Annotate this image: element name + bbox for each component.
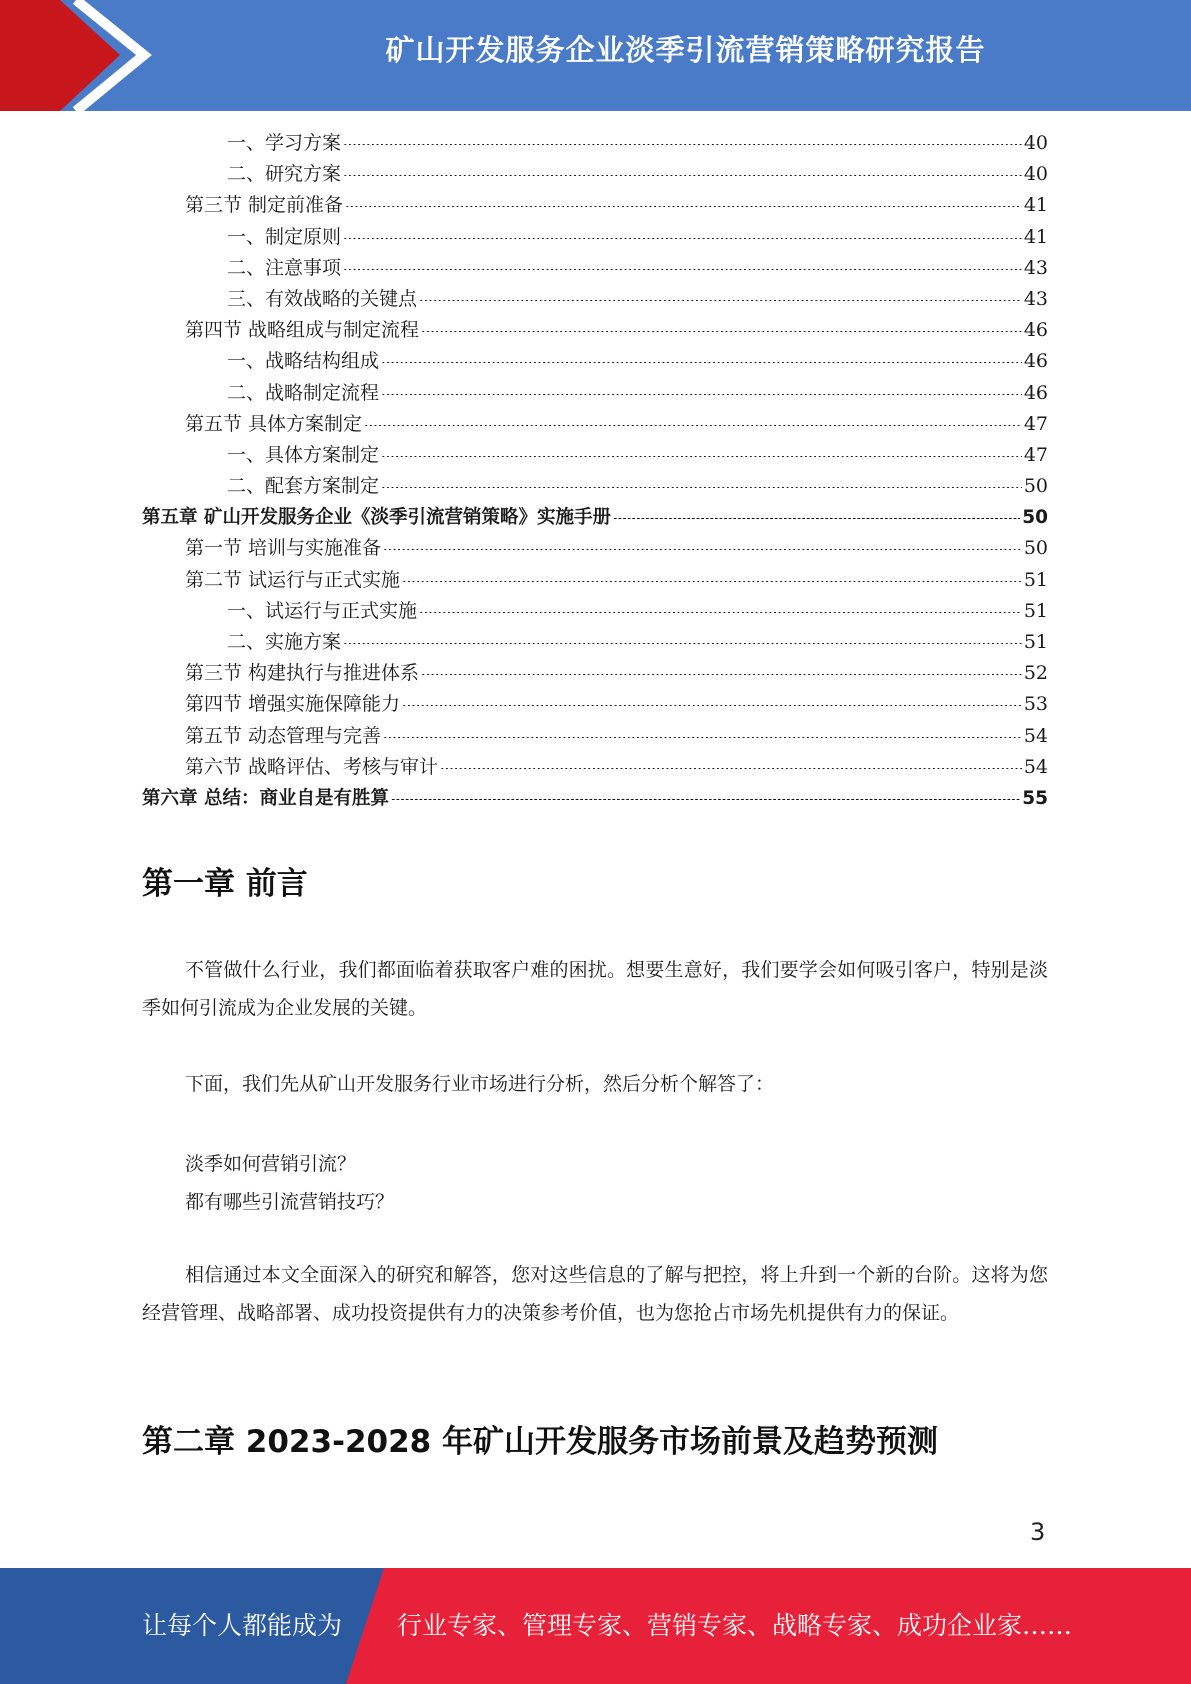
chapter1-question-1: 淡季如何营销引流？ [185, 1153, 357, 1175]
toc-leader-dots [402, 581, 1022, 582]
toc-entry-label: 第二节 试运行与正式实施 [185, 568, 401, 591]
toc-leader-dots [440, 768, 1022, 769]
toc-entry[interactable] [142, 222, 1048, 253]
toc-leader-dots [421, 331, 1022, 332]
toc-entry-page: 53 [1023, 693, 1048, 716]
toc-entry-label: 三、有效战略的关键点 [227, 287, 418, 310]
toc-entry-label: 一、战略结构组成 [227, 350, 380, 373]
toc-entry-label: 二、研究方案 [227, 163, 342, 186]
toc-entry[interactable] [142, 409, 1048, 440]
footer-slogan-right: 行业专家、管理专家、营销专家、战略专家、成功企业家…… [397, 1611, 1073, 1640]
toc-entry-page: 55 [1022, 787, 1048, 809]
toc-leader-dots [381, 362, 1022, 363]
toc-entry-label: 二、战略制定流程 [227, 381, 380, 404]
toc-entry[interactable] [142, 533, 1048, 564]
page-number: 3 [1030, 1518, 1046, 1546]
toc-entry[interactable] [142, 565, 1048, 596]
toc-entry[interactable] [142, 190, 1048, 221]
toc-leader-dots [419, 300, 1022, 301]
toc-leader-dots [343, 643, 1022, 644]
toc-entry-label: 第一节 培训与实施准备 [185, 537, 382, 560]
page-footer [0, 1568, 1191, 1684]
toc-entry-page: 50 [1022, 507, 1048, 529]
toc-entry-page: 51 [1023, 568, 1048, 591]
toc-leader-dots [613, 518, 1020, 519]
toc-entry-page: 40 [1023, 163, 1048, 186]
toc-entry-page: 43 [1023, 287, 1048, 310]
toc-entry-page: 46 [1023, 381, 1048, 404]
toc-entry-page: 52 [1023, 662, 1048, 685]
chapter1-question-2: 都有哪些引流营销技巧？ [185, 1191, 395, 1213]
toc-leader-dots [381, 456, 1022, 457]
toc-leader-dots [383, 737, 1022, 738]
toc-leader-dots [402, 705, 1022, 706]
toc-entry[interactable] [142, 783, 1048, 814]
report-title: 矿山开发服务企业淡季引流营销策略研究报告 [385, 33, 986, 67]
toc-entry[interactable] [142, 315, 1048, 346]
toc-entry[interactable] [142, 253, 1048, 284]
toc-entry-label: 一、试运行与正式实施 [227, 599, 418, 622]
toc-entry-label: 第五章 矿山开发服务企业《淡季引流营销策略》实施手册 [142, 507, 611, 529]
toc-entry-page: 46 [1023, 350, 1048, 373]
toc-entry-page: 47 [1023, 412, 1048, 435]
toc-leader-dots [391, 799, 1020, 800]
toc-entry-label: 二、配套方案制定 [227, 475, 380, 498]
toc-leader-dots [343, 269, 1022, 270]
toc-leader-dots [364, 425, 1022, 426]
toc-entry[interactable] [142, 346, 1048, 377]
toc-entry-label: 第三节 构建执行与推进体系 [185, 662, 420, 685]
toc-entry-page: 40 [1023, 132, 1048, 154]
toc-entry[interactable] [142, 752, 1048, 783]
toc-entry[interactable] [142, 721, 1048, 752]
chapter1-heading: 第一章 前言 [142, 866, 308, 902]
toc-entry[interactable] [142, 159, 1048, 190]
toc-entry-page: 41 [1023, 194, 1048, 217]
toc-entry-label: 第六章 总结：商业自是有胜算 [142, 787, 389, 809]
toc-leader-dots [381, 394, 1022, 395]
toc-entry[interactable] [142, 658, 1048, 689]
toc-entry-label: 第五节 具体方案制定 [185, 412, 363, 435]
toc-entry-page: 54 [1023, 724, 1048, 747]
toc-entry-page: 51 [1023, 631, 1048, 653]
toc-entry-page: 47 [1023, 443, 1048, 466]
toc-leader-dots [383, 549, 1022, 550]
toc-entry[interactable] [142, 284, 1048, 315]
toc-entry[interactable] [142, 502, 1048, 533]
toc-entry-label: 一、制定原则 [227, 225, 342, 248]
toc-entry[interactable] [142, 596, 1048, 627]
chapter2-heading: 第二章 2023-2028 年矿山开发服务市场前景及趋势预测 [142, 1424, 939, 1460]
toc-entry[interactable] [142, 440, 1048, 471]
toc-leader-dots [419, 612, 1022, 613]
toc-leader-dots [381, 487, 1022, 488]
chapter1-paragraph-2: 下面，我们先从矿山开发服务行业市场进行分析，然后分析个解答了： [185, 1073, 775, 1095]
chapter1-paragraph-3: 相信通过本文全面深入的研究和解答，您对这些信息的了解与把控，将上升到一个新的台阶。这将为您经营管理、战略部署、成功投资提供有力的决策参考价值，也为您抢占市场先机提供有力的保证。 [142, 1264, 1048, 1324]
toc-entry-page: 50 [1023, 537, 1048, 560]
toc-entry[interactable] [142, 689, 1048, 720]
toc-entry-page: 51 [1023, 599, 1048, 622]
toc-leader-dots [345, 206, 1022, 207]
footer-slogan-left: 让每个人都能成为 [142, 1611, 343, 1640]
toc-entry-label: 第五节 动态管理与完善 [185, 724, 382, 747]
toc-entry[interactable] [142, 627, 1048, 658]
toc-entry[interactable] [142, 128, 1048, 159]
toc-entry-label: 第四节 增强实施保障能力 [185, 693, 401, 716]
toc-entry-label: 第三节 制定前准备 [185, 194, 344, 217]
toc-entry-page: 50 [1023, 475, 1048, 498]
toc-entry-label: 二、注意事项 [227, 256, 342, 279]
toc-leader-dots [343, 175, 1022, 176]
toc-entry-page: 54 [1023, 755, 1048, 778]
chapter1-paragraph-1: 不管做什么行业，我们都面临着获取客户难的困扰。想要生意好，我们要学会如何吸引客户，特别是淡季如何引流成为企业发展的关键。 [142, 959, 1048, 1019]
toc-leader-dots [343, 238, 1022, 239]
toc-entry-page: 43 [1023, 256, 1048, 279]
page-header [0, 0, 1191, 111]
toc-entry-label: 一、学习方案 [227, 132, 342, 154]
toc-entry[interactable] [142, 471, 1048, 502]
toc-entry[interactable] [142, 378, 1048, 409]
toc-leader-dots [343, 144, 1022, 145]
toc-entry-page: 41 [1023, 225, 1048, 248]
toc-entry-label: 二、实施方案 [227, 631, 342, 653]
toc-entry-label: 一、具体方案制定 [227, 443, 380, 466]
toc-entry-page: 46 [1023, 319, 1048, 342]
toc-leader-dots [421, 674, 1022, 675]
toc-entry-label: 第六节 战略评估、考核与审计 [185, 755, 439, 778]
table-of-contents [142, 128, 1048, 814]
toc-entry-label: 第四节 战略组成与制定流程 [185, 319, 420, 342]
